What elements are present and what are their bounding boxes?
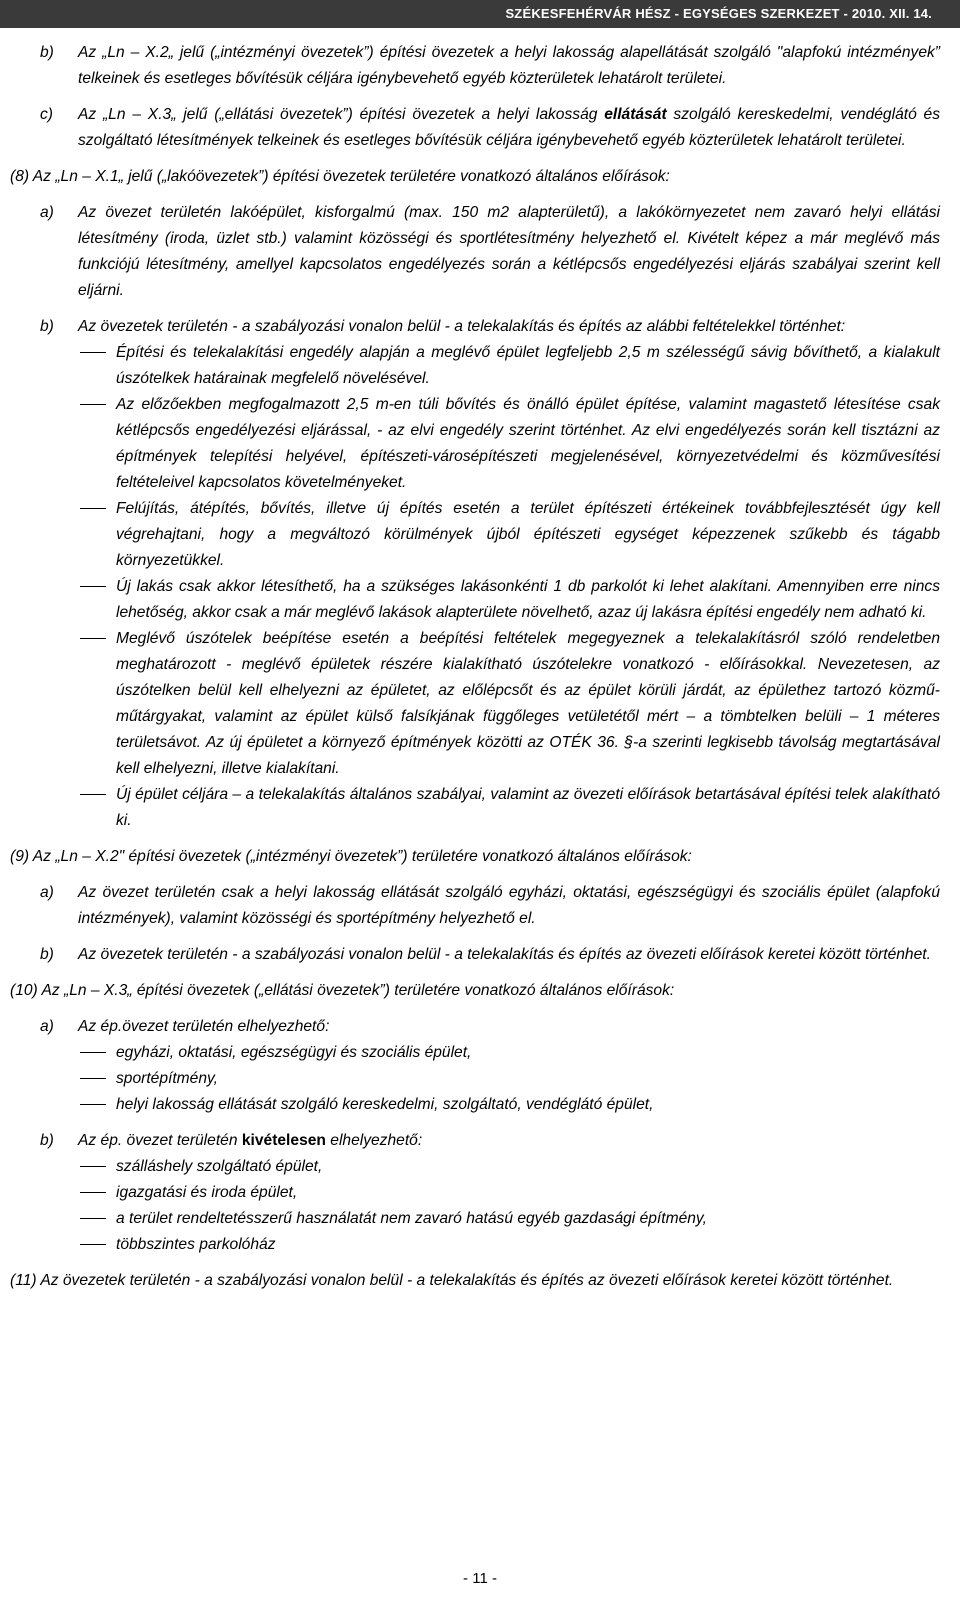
item-text: Az övezetek területén - a szabályozási vonalon belül - a telekalakítás és építés az alábbi feltételekkel történhet: [78,318,846,335]
dash-bullet [80,404,106,405]
dash-item-text: helyi lakosság ellátását szolgáló kereskedelmi, szolgáltató, vendéglátó épület, [116,1096,654,1113]
item-label: a) [40,884,54,901]
section-heading-8: (8) Az „Ln – X.1„ jelű („lakóövezetek”) építési övezetek területére vonatkozó általános előírások: [10,168,670,185]
dash-item-text: Építési és telekalakítási engedély alapján a meglévő épület legfeljebb 2,5 m szélességű sávig bővíthető, a kialakult úszótelkek határainak megfelelő növelésével. [116,344,940,387]
dash-item [10,1092,940,1118]
dash-bullet [80,1218,106,1219]
dash-item [10,340,940,392]
item-text-post: elhelyezhető: [325,1132,423,1149]
section-heading-9: (9) Az „Ln – X.2" építési övezetek („intézményi övezetek”) területére vonatkozó általános előírások: [10,848,692,865]
dash-item [10,1232,940,1258]
dash-item-text: Az előzőekben megfogalmazott 2,5 m-en túli bővítés és önálló épület építése, valamint magastető létesítése csak kétlépcsős engedélyezési eljárással, - az elvi engedély szerint történhet. Az elvi engedélyezés során kell tisztázni az építmények telepítési helyével, építészeti-városépítészeti megjelenésével, környezetvédelmi és közművesítési feltételeivel kapcsolatos követelményeket. [116,396,940,491]
item-text-bold: kivételesen [241,1132,326,1149]
dash-item-text: sportépítmény, [116,1070,218,1087]
dash-item [10,1066,940,1092]
list-item-9a [10,880,940,932]
dash-item-text: igazgatási és iroda épület, [116,1184,298,1201]
dash-item-text: szálláshely szolgáltató épület, [116,1158,323,1175]
dash-bullet [80,1244,106,1245]
item-label: b) [40,946,54,963]
dash-item [10,782,940,834]
dash-bullet [80,1078,106,1079]
dash-item [10,626,940,782]
dash-item-text: Felújítás, átépítés, bővítés, illetve új építés esetén a terület építészeti értékeinek továbbfejlesztését úgy kell végrehajtani, hogy a megváltozó körülmények újból építészeti egységet képezzenek szűkebb és tágabb környezetükkel. [116,500,940,569]
item-text-bold: ellátását [604,106,667,123]
dash-item [10,496,940,574]
item-label: a) [40,1018,54,1035]
dash-bullet [80,638,106,639]
dash-bullet [80,508,106,509]
dash-bullet [80,1192,106,1193]
page-number: - 11 - [463,1570,497,1587]
list-item-b-top [10,40,940,92]
list-item-c-top [10,102,940,154]
dash-item [10,392,940,496]
dash-item [10,1154,940,1180]
section-paragraph-11: (11) Az övezetek területén - a szabályozási vonalon belül - a telekalakítás és építés az övezeti előírások keretei között történhet. [10,1272,894,1289]
list-item-10a [10,1014,940,1040]
item-label: b) [40,318,54,335]
list-item-9b [10,942,940,968]
dash-item [10,1206,940,1232]
list-item-10b [10,1128,940,1154]
item-label: c) [40,106,53,123]
dash-item [10,574,940,626]
list-item-8a [10,200,940,304]
dash-bullet [80,1104,106,1105]
item-label: a) [40,204,54,221]
dash-item-text: többszintes parkolóház [116,1236,276,1253]
item-text-post: szolgáló kereskedelmi, vendéglátó és szolgáltató létesítmények telkeinek és esetleges bővítésük céljára igénybevehető egyéb közterületek lehatárolt területei. [78,106,941,149]
dash-bullet [80,1166,106,1167]
dash-bullet [80,586,106,587]
dash-item [10,1040,940,1066]
section-heading-10: (10) Az „Ln – X.3„ építési övezetek („ellátási övezetek”) területére vonatkozó általános előírások: [10,982,675,999]
dash-bullet [80,1052,106,1053]
dash-item-text: Meglévő úszótelek beépítése esetén a beépítési feltételek megegyeznek a telekalakításról szóló rendeletben meghatározott - meglévő épületek részére kialakítható úszótelekre vonatkozó - előírásokkal. Nevezetesen, az úszótelken belül kell elhelyezni az épületet, az előlépcsőt és az épület körüli járdát, az épülethez tartozó közmű-műtárgyakat, valamint az épület külső falsíkjának függőleges vetületétől mért – a tömbtelken belüli – 1 méteres területsávot. Az új épületet a környező építmények közötti az OTÉK 36. §-a szerinti legkisebb távolság megtartásával kell elhelyezni, illetve kialakítani. [116,630,940,777]
item-text: Az ép.övezet területén elhelyezhető: [78,1018,330,1035]
item-label: b) [40,1132,54,1149]
item-text-pre: Az „Ln – X.3„ jelű („ellátási övezetek”) építési övezetek a helyi lakosság [78,106,605,123]
item-text: Az övezet területén csak a helyi lakosság ellátását szolgáló egyházi, oktatási, egészségügyi és szociális épület (alapfokú intézmények), valamint közösségi és sportépítmény helyezhető el. [78,884,940,927]
list-item-8b [10,314,940,340]
document-body [10,40,940,1304]
dash-item-text: Új lakás csak akkor létesíthető, ha a szükséges lakásonkénti 1 db parkolót ki lehet alakítani. Amennyiben erre nincs lehetőség, akkor csak a már meglévő lakások alapterülete növelhető, azaz új lakásra építési engedély nem adható ki. [116,578,940,621]
dash-item-text: a terület rendeltetésszerű használatát nem zavaró hatású egyéb gazdasági építmény, [116,1210,707,1227]
document-header [0,0,960,28]
item-label: b) [40,44,54,61]
item-text: Az „Ln – X.2„ jelű („intézményi övezetek”) építési övezetek a helyi lakosság alapellátását szolgáló "alapfokú intézmények” telkeinek és esetleges bővítésük céljára igénybevehető egyéb közterületek lehatárolt területei. [78,44,940,87]
dash-item [10,1180,940,1206]
dash-bullet [80,352,106,353]
item-text: Az övezetek területén - a szabályozási vonalon belül - a telekalakítás és építés az övezeti előírások keretei között történhet. [78,946,931,963]
item-text: Az övezet területén lakóépület, kisforgalmú (max. 150 m2 alapterületű), a lakókörnyezetet nem zavaró helyi ellátási létesítmény (iroda, üzlet stb.) valamint közösségi és sportlétesítmény helyezhető el. Kivételt képez a már meglévő más funkciójú létesítmény, amellyel kapcsolatos engedélyezés során a kétlépcsős engedélyezési eljárás szabályai szerint kell eljárni. [78,204,940,299]
dash-item-text: egyházi, oktatási, egészségügyi és szociális épület, [116,1044,472,1061]
header-title: SZÉKESFEHÉRVÁR HÉSZ - EGYSÉGES SZERKEZET - 2010. XII. 14. [505,6,932,21]
item-text-pre: Az ép. övezet területén [78,1132,242,1149]
dash-item-text: Új épület céljára – a telekalakítás általános szabályai, valamint az övezeti előírások betartásával építési telek alakítható ki. [116,786,940,829]
dash-bullet [80,794,106,795]
